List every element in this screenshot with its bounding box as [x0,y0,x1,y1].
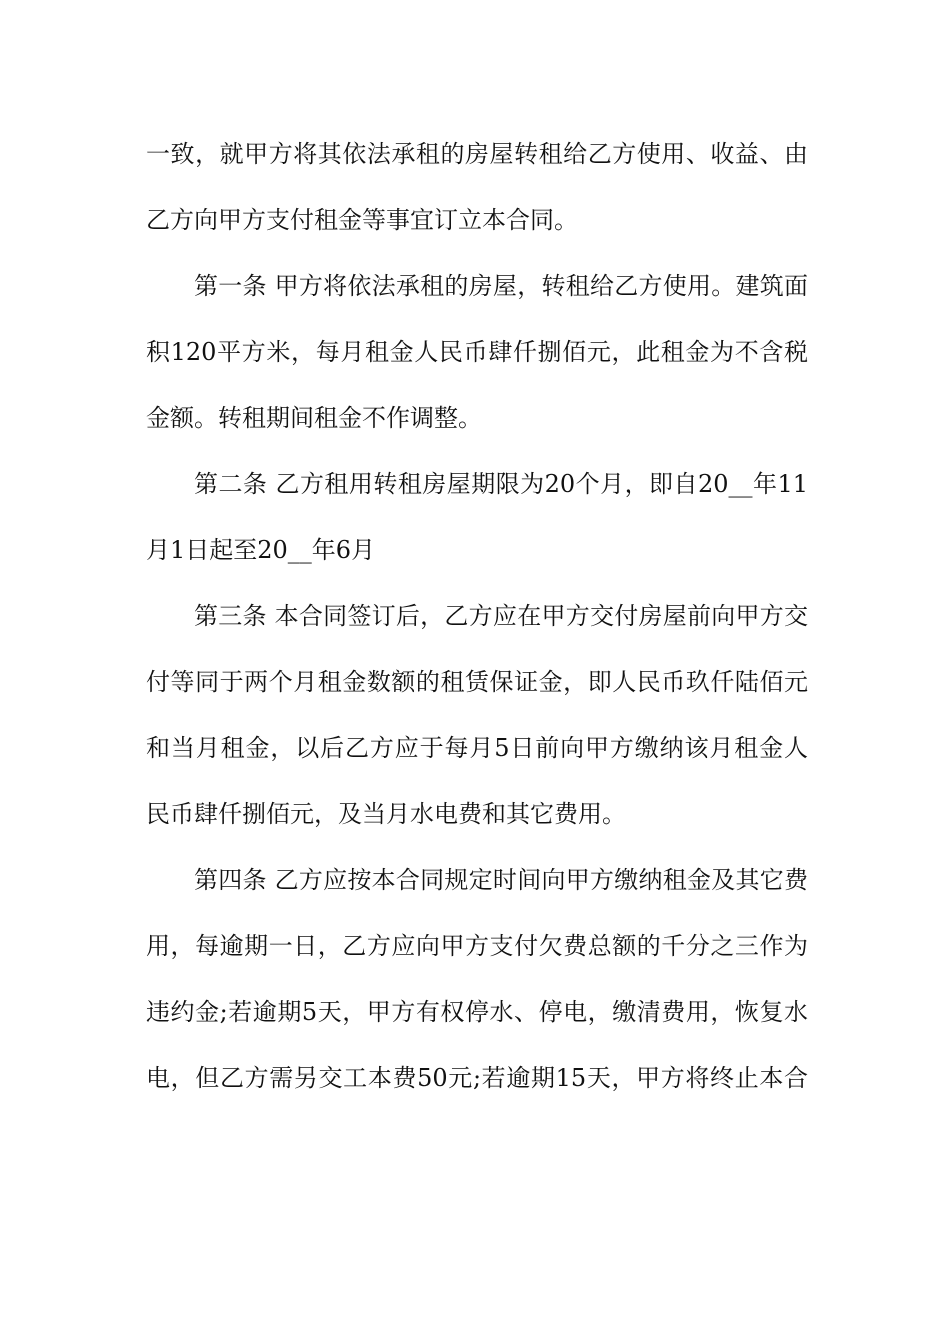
text-line: 一致，就甲方将其依法承租的房屋转租给乙方使用、收益、由 [146,140,808,168]
text-line: 付等同于两个月租金数额的租赁保证金，即人民币玖仟陆佰元 [146,668,808,696]
article-4-line: 第四条 乙方应按本合同规定时间向甲方缴纳租金及其它费 [194,866,808,894]
text-line: 积120平方米，每月租金人民币肆仟捌佰元，此租金为不含税 [146,338,808,366]
text-line: 用，每逾期一日，乙方应向甲方支付欠费总额的千分之三作为 [146,932,808,960]
article-1-line: 第一条 甲方将依法承租的房屋，转租给乙方使用。建筑面 [194,272,808,300]
text-line: 和当月租金，以后乙方应于每月5日前向甲方缴纳该月租金人 [146,734,808,762]
article-3-line: 第三条 本合同签订后，乙方应在甲方交付房屋前向甲方交 [194,602,808,630]
text-line: 月1日起至20__年6月 [146,536,376,564]
text-line: 违约金;若逾期5天，甲方有权停水、停电，缴清费用，恢复水 [146,998,808,1026]
article-2-line: 第二条 乙方租用转租房屋期限为20个月，即自20__年11 [194,470,808,498]
text-line: 民币肆仟捌佰元，及当月水电费和其它费用。 [146,800,626,828]
text-line: 电，但乙方需另交工本费50元;若逾期15天，甲方将终止本合 [146,1064,808,1092]
text-line: 金额。转租期间租金不作调整。 [146,404,482,432]
text-line: 乙方向甲方支付租金等事宜订立本合同。 [146,206,578,234]
contract-body [146,130,808,1120]
